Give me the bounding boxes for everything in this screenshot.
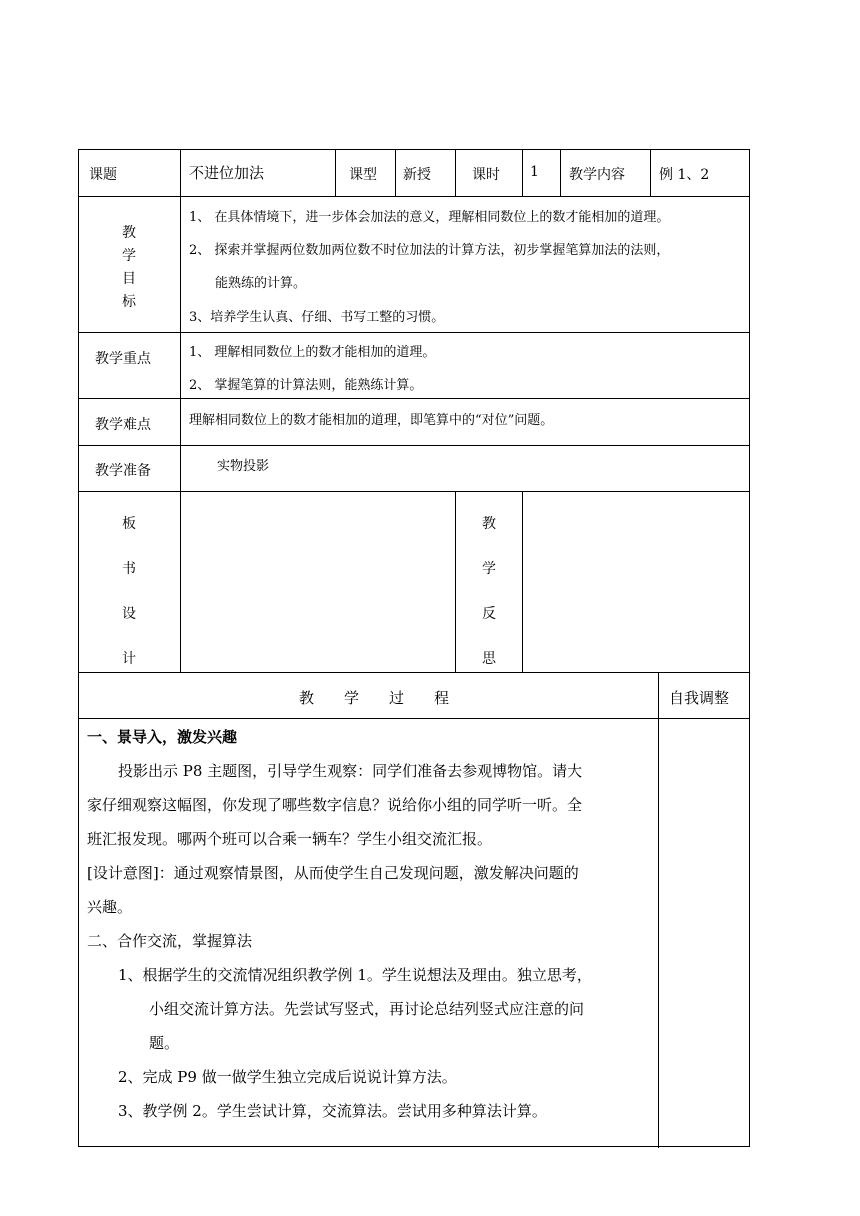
process-line: 1、根据学生的交流情况组织教学例 1。学生说想法及理由。独立思考，	[118, 966, 592, 984]
process-line: 二、合作交流，掌握算法	[87, 932, 253, 950]
col-divider	[522, 491, 523, 672]
reflection-label-char: 学	[482, 561, 496, 577]
process-line: 投影出示 P8 主题图，引导学生观察：同学们准备去参观博物馆。请大	[118, 762, 583, 780]
col-divider	[658, 672, 659, 1148]
reflection-label-char: 反	[482, 606, 496, 622]
col-divider	[180, 150, 181, 672]
key-point-item: 1、 理解相同数位上的数才能相加的道理。	[189, 345, 436, 360]
process-line: [设计意图]：通过观察情景图，从而使学生自己发现问题，激发解决问题的	[87, 864, 579, 882]
process-body	[87, 720, 653, 1128]
board-label-char: 设	[122, 606, 136, 622]
col-divider	[335, 150, 336, 196]
board-label-char: 板	[122, 516, 136, 532]
lesson-plan-table	[78, 149, 750, 1147]
objectives-label-char: 学	[122, 248, 136, 264]
self-adjust-label: 自我调整	[669, 689, 730, 707]
content-label: 教学内容	[569, 167, 625, 183]
preparation-label: 教学准备	[95, 463, 151, 479]
objective-item: 能熟练的计算。	[215, 276, 307, 291]
objective-item: 2、 探索并掌握两位数加两位数不时位加法的计算方法，初步掌握笔算加法的法则，	[189, 243, 670, 258]
board-label-char: 书	[122, 561, 136, 577]
board-label-char: 计	[122, 651, 136, 667]
process-title: 教 学 过 程	[299, 689, 450, 707]
period-value: 1	[530, 164, 539, 180]
col-divider	[455, 150, 456, 196]
process-line: 小组交流计算方法。先尝试写竖式，再讨论总结列竖式应注意的问	[149, 1000, 585, 1018]
process-line: 2、完成 P9 做一做学生独立完成后说说计算方法。	[118, 1068, 457, 1086]
reflection-label-char: 思	[482, 651, 496, 667]
col-divider	[395, 150, 396, 196]
col-divider	[522, 150, 523, 196]
process-line: 题。	[149, 1034, 180, 1052]
difficulty-text: 理解相同数位上的数才能相加的道理，即笔算中的“对位”问题。	[189, 413, 554, 428]
col-divider	[650, 150, 651, 196]
reflection-label-char: 教	[482, 516, 496, 532]
process-line: 3、教学例 2。学生尝试计算，交流算法。尝试用多种算法计算。	[118, 1102, 547, 1120]
row-divider	[79, 672, 749, 673]
content-value: 例 1、2	[659, 167, 710, 183]
reflection-label	[477, 502, 501, 682]
difficulty-label: 教学难点	[95, 417, 151, 433]
col-divider	[560, 150, 561, 196]
objective-item: 1、 在具体情境下，进一步体会加法的意义，理解相同数位上的数才能相加的道理。	[189, 210, 670, 225]
lesson-type-value: 新授	[403, 167, 431, 183]
objectives-label	[117, 222, 141, 314]
col-divider	[455, 491, 456, 672]
objective-item: 3、培养学生认真、仔细、书写工整的习惯。	[189, 310, 445, 325]
process-line: 一、景导入，激发兴趣	[87, 728, 238, 746]
objectives-label-char: 标	[122, 294, 136, 310]
objectives-label-char: 教	[122, 225, 136, 241]
process-line: 兴趣。	[87, 898, 133, 916]
process-line: 班汇报发现。哪两个班可以合乘一辆车？学生小组交流汇报。	[87, 830, 493, 848]
objectives-label-char: 目	[122, 271, 136, 287]
process-line: 家仔细观察这幅图，你发现了哪些数字信息？说给你小组的同学听一听。全	[87, 796, 583, 814]
period-label: 课时	[472, 167, 500, 183]
topic-value: 不进位加法	[189, 164, 265, 182]
lesson-type-label: 课型	[349, 167, 377, 183]
preparation-text: 实物投影	[217, 459, 270, 474]
topic-label: 课题	[89, 167, 117, 183]
board-design-label	[117, 502, 141, 682]
key-point-item: 2、 掌握笔算的计算法则，能熟练计算。	[189, 378, 423, 393]
row-divider	[79, 718, 749, 719]
key-points-label: 教学重点	[95, 351, 151, 367]
